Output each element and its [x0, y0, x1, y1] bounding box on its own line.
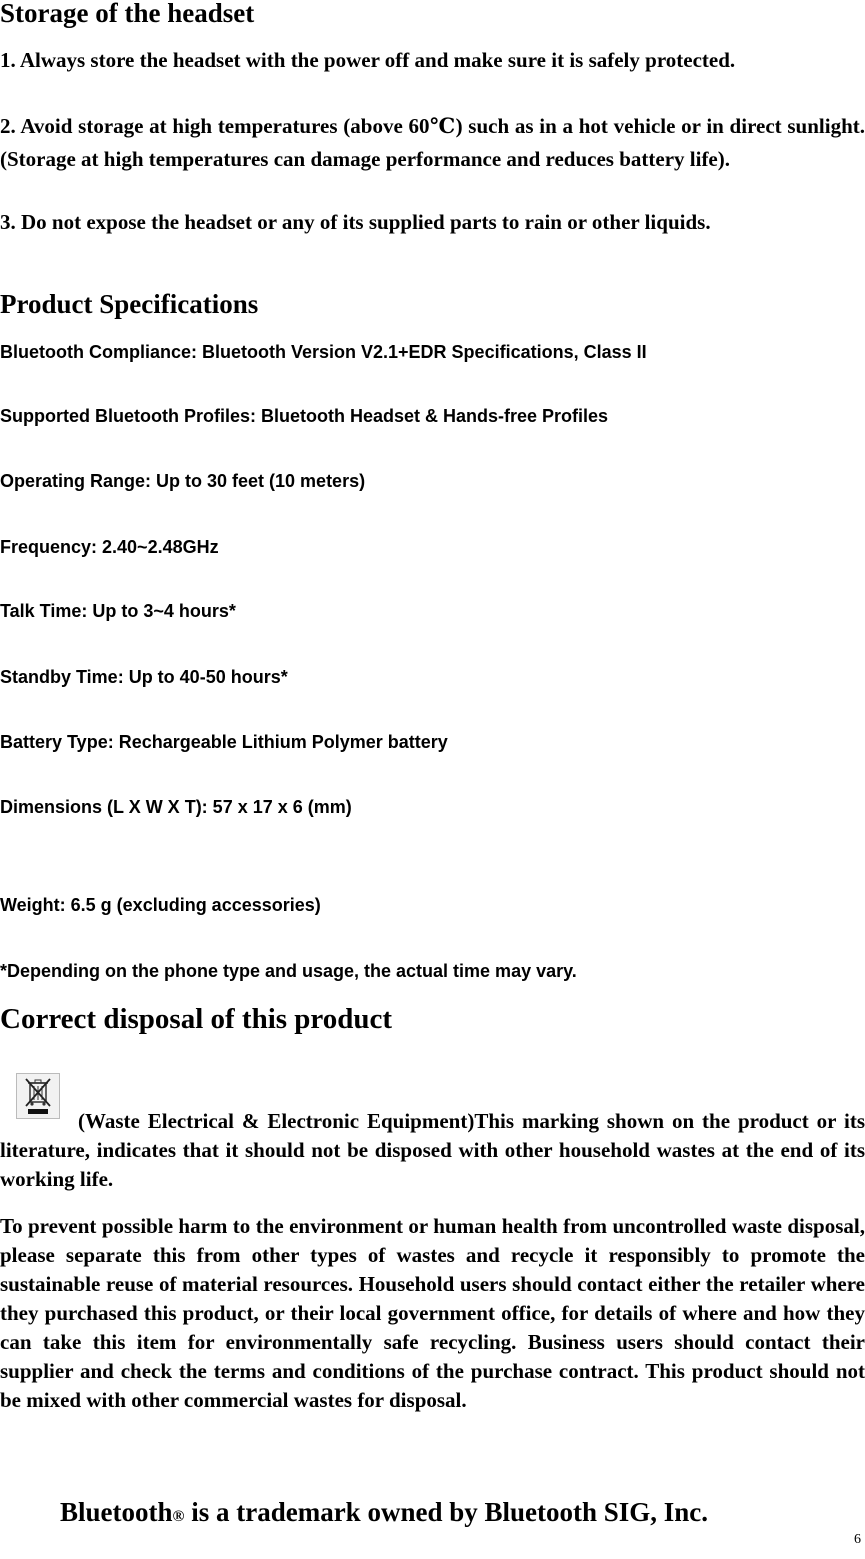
spec-frequency: Frequency: 2.40~2.48GHz [0, 537, 219, 557]
trademark-brand: Bluetooth [60, 1497, 173, 1527]
storage-item-2: 2. Avoid storage at high temperatures (above 60℃) such as in a hot vehicle or in direct sunlight. (Storage at high temperatures can damage performance and reduces battery life). [0, 114, 865, 171]
specs-heading: Product Specifications [0, 289, 259, 319]
spec-battery-type: Battery Type: Rechargeable Lithium Polymer battery [0, 732, 448, 752]
page-number: 6 [854, 1532, 861, 1547]
storage-heading: Storage of the headset [0, 0, 255, 28]
disposal-heading: Correct disposal of this product [0, 1003, 393, 1035]
spec-bluetooth-compliance: Bluetooth Compliance: Bluetooth Version V2.1+EDR Specifications, Class II [0, 342, 647, 362]
trademark-text: is a trademark owned by Bluetooth SIG, Inc. [184, 1497, 709, 1527]
spec-footnote: *Depending on the phone type and usage, the actual time may vary. [0, 961, 577, 981]
spec-talk-time: Talk Time: Up to 3~4 hours* [0, 601, 236, 621]
spec-weight: Weight: 6.5 g (excluding accessories) [0, 895, 321, 915]
registered-symbol: ® [172, 1508, 185, 1525]
spec-standby-time: Standby Time: Up to 40-50 hours* [0, 667, 288, 687]
disposal-body: To prevent possible harm to the environment or human health from uncontrolled waste disposal, please separate this from other types of wastes and recycle it responsibly to promote the sustainable reuse of material resources. Household users should contact either the retailer where they purchased this product, or their local government office, for details of where and how they can take this item for environmentally safe recycling. Business users should contact their supplier and check the terms and conditions of the purchase contract. This product should not be mixed with other commercial wastes for disposal. [0, 1214, 865, 1412]
spec-supported-profiles: Supported Bluetooth Profiles: Bluetooth Headset & Hands-free Profiles [0, 406, 609, 426]
disposal-intro: (Waste Electrical & Electronic Equipment)This marking shown on the product or its literature, indicates that it should not be disposed with other household wastes at the end of its working life. [0, 1109, 865, 1191]
spec-operating-range: Operating Range: Up to 30 feet (10 meters) [0, 471, 366, 491]
storage-item-1: 1. Always store the headset with the power off and make sure it is safely protected. [0, 48, 736, 72]
storage-item-3: 3. Do not expose the headset or any of its supplied parts to rain or other liquids. [0, 210, 711, 234]
trademark-notice [60, 1495, 865, 1534]
spec-dimensions: Dimensions (L X W X T): 57 x 17 x 6 (mm) [0, 797, 352, 817]
